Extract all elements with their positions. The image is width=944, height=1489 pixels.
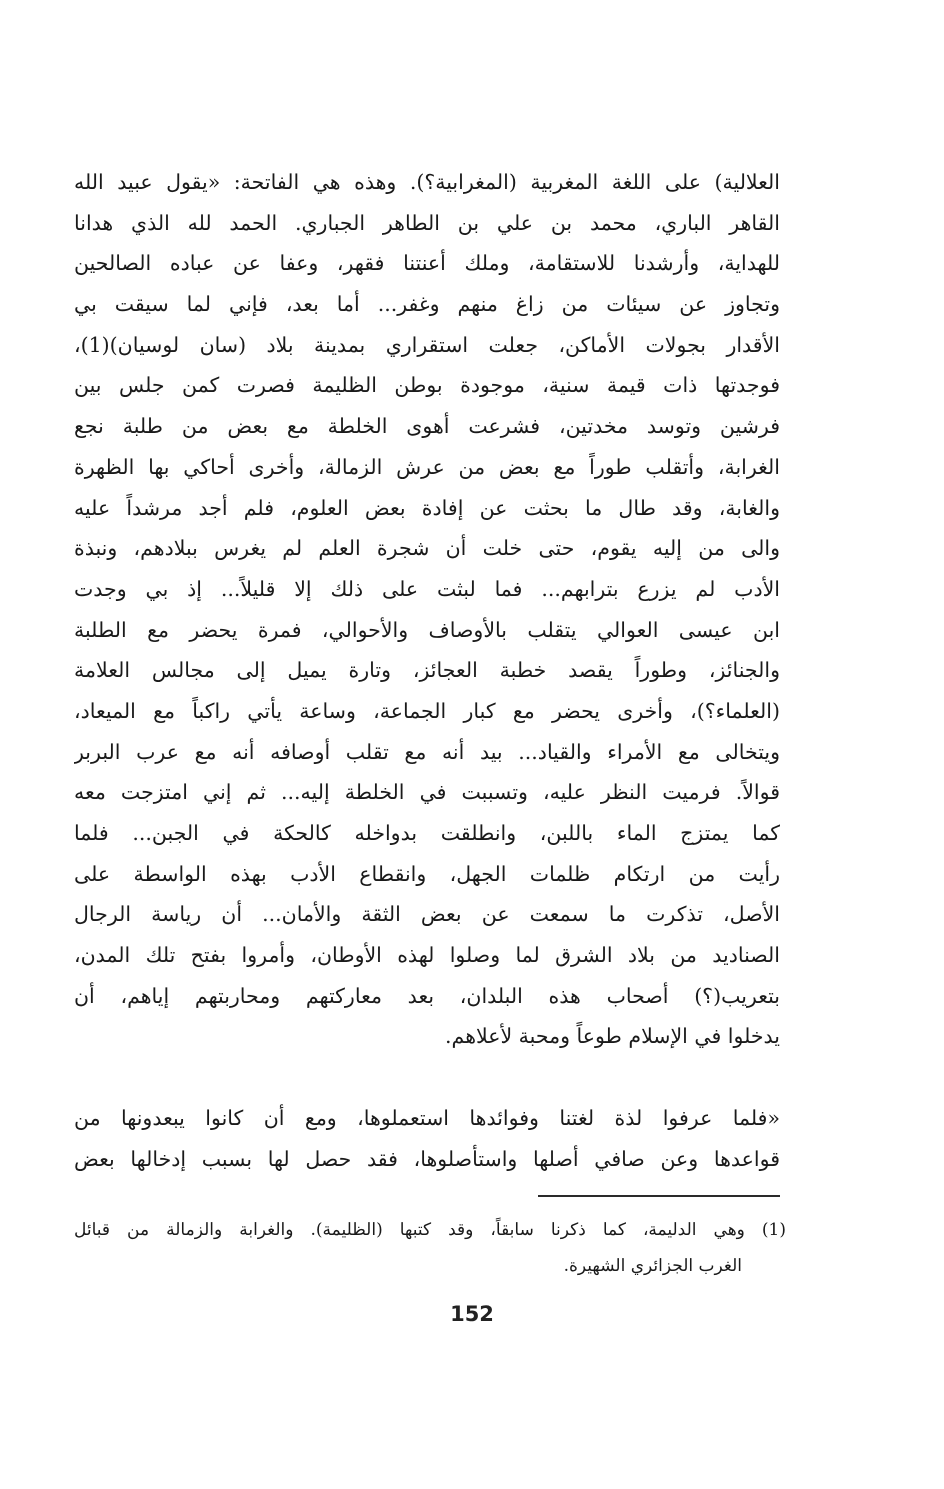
text-line: فرشين وتوسد مخدتين، فشرعت أهوى الخلطة مع بعض من طلبة نجع bbox=[74, 414, 780, 439]
text-line: والغابة، وقد طال ما بحثت عن إفادة بعض العلوم، فلم أجد مرشداً عليه bbox=[74, 495, 780, 520]
text-line: الأصل، تذكرت ما سمعت عن بعض الثقة والأمان... أن رياسة الرجال bbox=[74, 902, 780, 927]
text-line: والى من إليه يقوم، حتى خلت أن شجرة العلم لم يغرس ببلادهم، ونبذة bbox=[74, 536, 780, 561]
second-paragraph bbox=[74, 1098, 780, 1179]
text-line: والجنائز، وطوراً يقصد خطبة العجائز، وتارة يميل إلى مجالس العلامة bbox=[74, 658, 780, 683]
text-line: ويتخالى مع الأمراء والقياد... بيد أنه مع تقلب أوصافه أنه مع عرب البربر bbox=[74, 739, 780, 764]
text-line: يدخلوا في الإسلام طوعاً ومحبة لأعلاهم. bbox=[445, 1024, 780, 1049]
text-line: رأيت من ارتكام ظلمات الجهل، وانقطاع الأدب بهذه الواسطة على bbox=[74, 861, 780, 886]
text-line: بتعريب(؟) أصحاب هذه البلدان، بعد معاركتهم ومحاربتهم إياهم، أن bbox=[74, 983, 780, 1008]
footnote bbox=[74, 1212, 786, 1284]
text-line: القاهر الباري، محمد بن علي بن الطاهر الجباري. الحمد لله الذي هدانا bbox=[74, 210, 780, 235]
text-line: وتجاوز عن سيئات من زاغ منهم وغفر... أما بعد، فإني لما سيقت بي bbox=[74, 292, 780, 317]
text-line: ابن عيسى العوالي يتقلب بالأوصاف والأحوالي، فمرة يحضر مع الطلبة bbox=[74, 617, 780, 642]
text-line: كما يمتزج الماء باللبن، وانطلقت بدواخله كالحكة في الجبن... فلما bbox=[74, 821, 780, 845]
page-number: 152 bbox=[450, 1302, 494, 1326]
footnote-line: (1) وهي الدليمة، كما ذكرنا سابقاً، وقد كتبها (الظليمة). والغرابة والزمالة من قبائل bbox=[74, 1220, 786, 1240]
main-paragraph bbox=[74, 162, 780, 1057]
footnote-line: الغرب الجزائري الشهيرة. bbox=[563, 1256, 742, 1276]
text-line: فوجدتها ذات قيمة سنية، موجودة بوطن الظليمة فصرت كمن جلس بين bbox=[74, 373, 780, 398]
text-line: الصناديد من بلاد الشرق لما وصلوا لهذه الأوطان، وأمروا بفتح تلك المدن، bbox=[74, 943, 780, 968]
text-line: الغرابة، وأتقلب طوراً مع بعض من عرش الزمالة، وأخرى أحاكي بها الظهرة bbox=[74, 454, 780, 479]
text-line: الأدب لم يزرع بترابهم... فما لبثت على ذلك إلا قليلاً... إذ بي وجدت bbox=[74, 576, 780, 601]
text-line: للهداية، وأرشدنا للاستقامة، وملك أعنتنا فقهر، وعفا عن عباده الصالحين bbox=[74, 251, 780, 276]
footnote-divider bbox=[538, 1195, 780, 1197]
text-line: «فلما عرفوا لذة لغتنا وفوائدها استعملوها، ومع أن كانوا يبعدونها من bbox=[74, 1106, 780, 1130]
text-line: قواعدها وعن صافي أصلها واستأصلوها، فقد حصل لها بسبب إدخالها بعض bbox=[74, 1146, 780, 1171]
text-line: العلالية) على اللغة المغربية (المغرابية؟). وهذه هي الفاتحة: «يقول عبيد الله bbox=[74, 170, 780, 194]
text-line: (العلماء؟)، وأخرى يحضر مع كبار الجماعة، وساعة يأتي راكباً مع الميعاد، bbox=[74, 698, 780, 723]
text-line: قوالاً. فرميت النظر عليه، وتسببت في الخلطة إليه... ثم إني امتزجت معه bbox=[74, 780, 780, 805]
text-line: الأقدار بجولات الأماكن، جعلت استقراري بمدينة بلاد (سان لوسيان)(1)، bbox=[74, 332, 780, 357]
